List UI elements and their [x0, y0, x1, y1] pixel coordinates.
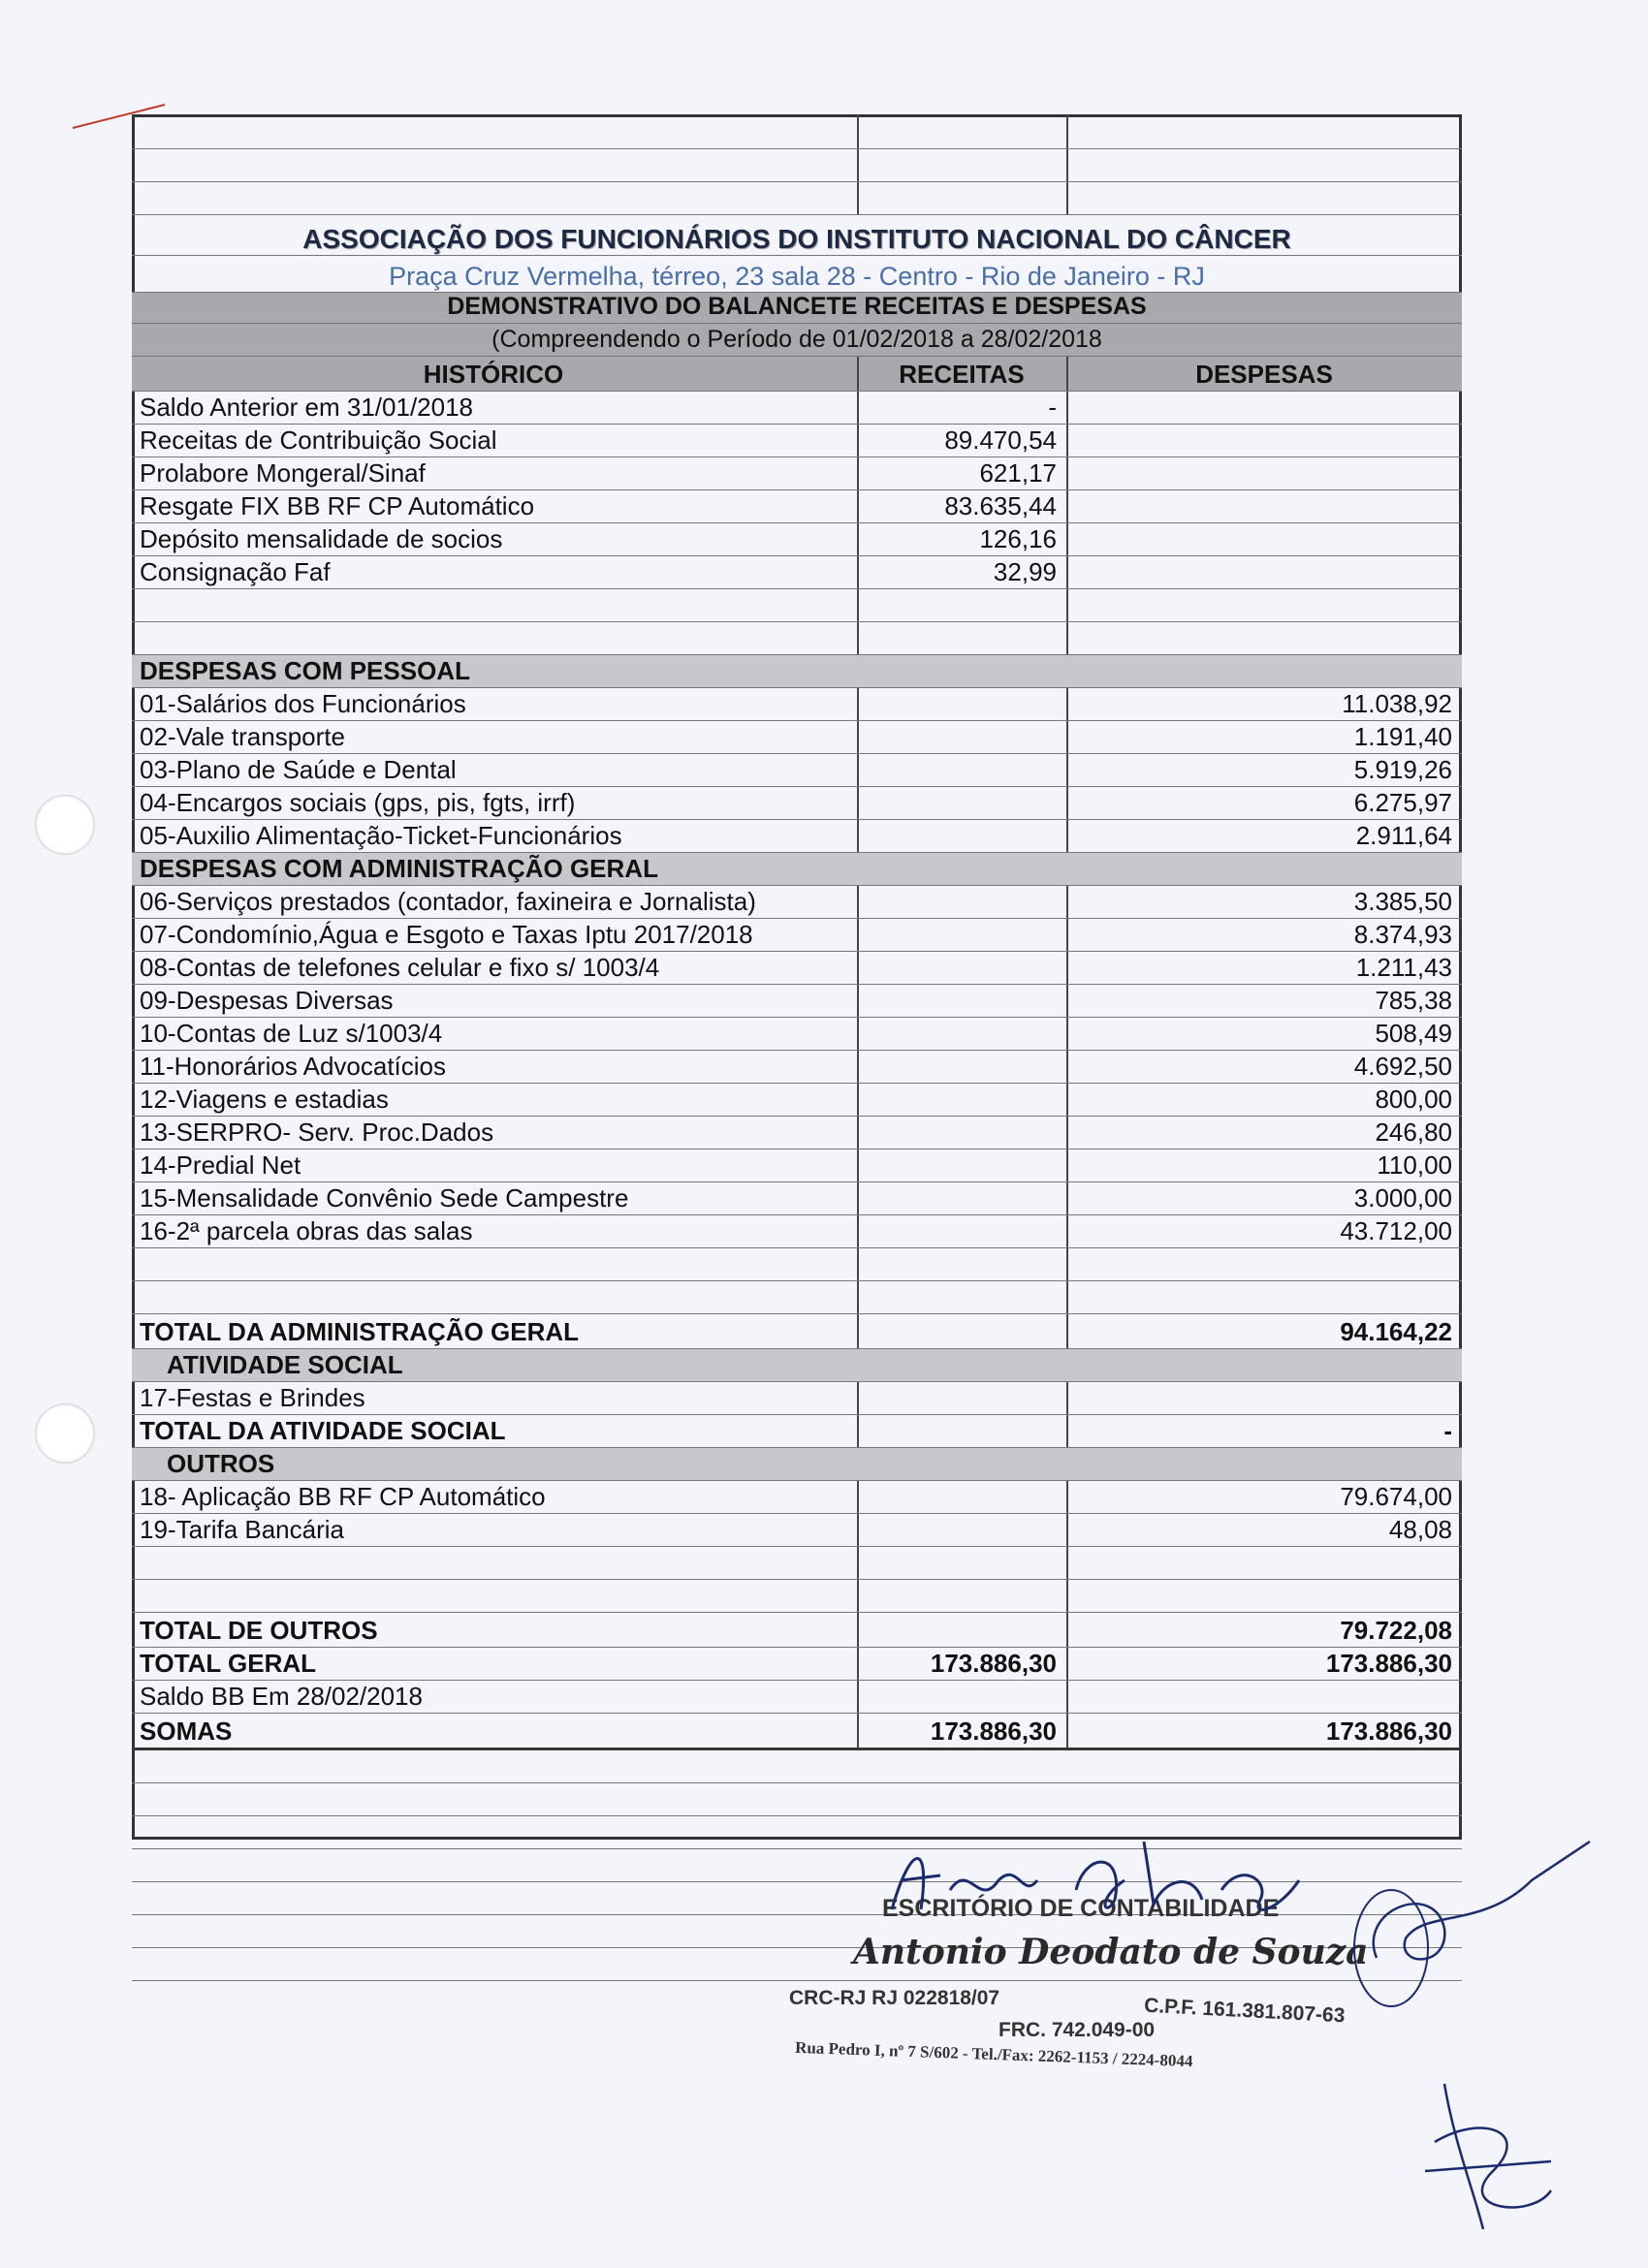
receipts-receita: 126,16: [979, 524, 1057, 553]
receipts-receita: -: [1048, 393, 1057, 422]
receipts-label: Saldo Anterior em 31/01/2018: [140, 393, 474, 422]
admin-row: [132, 1084, 1462, 1117]
col-despesas: DESPESAS: [1195, 360, 1333, 389]
admin-despesa: 110,00: [1377, 1150, 1452, 1180]
stamp-cpf: C.P.F. 161.381.807-63: [1143, 1994, 1346, 2028]
total-admin-label: TOTAL DA ADMINISTRAÇÃO GERAL: [140, 1317, 580, 1346]
social-label: 17-Festas e Brindes: [140, 1383, 365, 1412]
total-geral-receita: 173.886,30: [930, 1649, 1057, 1678]
pessoal-label: 04-Encargos sociais (gps, pis, fgts, irrf): [140, 788, 576, 817]
pessoal-label: 02-Vale transporte: [140, 722, 345, 751]
period: (Compreendendo o Período de 01/02/2018 a 28/02/2018: [491, 326, 1102, 353]
statement-title-row: [132, 293, 1462, 324]
receipts-row: [132, 490, 1462, 523]
outros-label: 19-Tarifa Bancária: [140, 1515, 344, 1544]
period-row: [132, 324, 1462, 357]
stamp-frc: FRC. 742.049-00: [998, 2019, 1156, 2041]
section-pessoal: DESPESAS COM PESSOAL: [140, 656, 470, 685]
receipts-row: [132, 425, 1462, 457]
admin-label: 08-Contas de telefones celular e fixo s/ 1003/4: [140, 953, 660, 982]
pessoal-despesa: 6.275,97: [1353, 788, 1452, 817]
blank-row: [132, 1547, 1462, 1580]
col-historico: HISTÓRICO: [423, 360, 564, 389]
social-row: [132, 1382, 1462, 1415]
pessoal-row: [132, 754, 1462, 787]
admin-despesa: 800,00: [1375, 1085, 1452, 1114]
blank-row: [132, 622, 1462, 655]
total-social-label: TOTAL DA ATIVIDADE SOCIAL: [140, 1416, 506, 1445]
pessoal-despesa: 5.919,26: [1353, 755, 1452, 784]
stamp-crc: CRC-RJ RJ 022818/07: [789, 1987, 1000, 2009]
pessoal-despesa: 11.038,92: [1342, 689, 1452, 718]
admin-row: [132, 952, 1462, 985]
total-geral-row: [132, 1648, 1462, 1681]
column-header-row: [132, 357, 1462, 392]
pessoal-label: 03-Plano de Saúde e Dental: [140, 755, 457, 784]
admin-row: [132, 1117, 1462, 1150]
section-outros-row: [132, 1448, 1462, 1481]
saldo-final-label: Saldo BB Em 28/02/2018: [140, 1682, 423, 1711]
admin-despesa: 43.712,00: [1340, 1216, 1452, 1245]
total-outros-row: [132, 1613, 1462, 1648]
receipts-row: [132, 392, 1462, 425]
receipts-receita: 621,17: [979, 458, 1057, 488]
pessoal-row: [132, 721, 1462, 754]
col-receitas: RECEITAS: [899, 360, 1025, 389]
organization-row: [132, 215, 1462, 256]
total-geral-despesa: 173.886,30: [1325, 1649, 1452, 1678]
statement-title: DEMONSTRATIVO DO BALANCETE RECEITAS E DESPESAS: [447, 293, 1147, 320]
blank-row: [132, 1281, 1462, 1314]
admin-despesa: 246,80: [1375, 1118, 1452, 1147]
admin-row: [132, 1215, 1462, 1248]
balance-sheet: [132, 114, 1462, 1981]
outros-row: [132, 1514, 1462, 1547]
total-admin-row: [132, 1314, 1462, 1349]
blank-row: [132, 1783, 1462, 1816]
outros-despesa: 79.674,00: [1340, 1482, 1452, 1511]
admin-despesa: 8.374,93: [1353, 920, 1452, 949]
admin-row: [132, 985, 1462, 1018]
blank-row: [132, 1248, 1462, 1281]
address: Praça Cruz Vermelha, térreo, 23 sala 28 - Centro - Rio de Janeiro - RJ: [389, 262, 1205, 291]
admin-row: [132, 1182, 1462, 1215]
admin-label: 16-2ª parcela obras das salas: [140, 1216, 473, 1245]
somas-row: [132, 1714, 1462, 1750]
blank-row: [132, 1750, 1462, 1783]
outros-section: [132, 1481, 1462, 1547]
receipts-row: [132, 523, 1462, 556]
admin-despesa: 508,49: [1375, 1019, 1452, 1048]
admin-label: 15-Mensalidade Convênio Sede Campestre: [140, 1183, 629, 1213]
section-admin: DESPESAS COM ADMINISTRAÇÃO GERAL: [140, 854, 658, 883]
pessoal-section: [132, 688, 1462, 853]
pessoal-row: [132, 688, 1462, 721]
admin-row: [132, 1150, 1462, 1182]
total-outros-label: TOTAL DE OUTROS: [140, 1616, 378, 1645]
admin-row: [132, 919, 1462, 952]
outros-row: [132, 1481, 1462, 1514]
total-admin-value: 94.164,22: [1340, 1317, 1452, 1346]
pessoal-label: 05-Auxilio Alimentação-Ticket-Funcionários: [140, 821, 622, 850]
organization-name: ASSOCIAÇÃO DOS FUNCIONÁRIOS DO INSTITUTO NACIONAL DO CÂNCER: [302, 224, 1291, 254]
receipts-label: Resgate FIX BB RF CP Automático: [140, 491, 535, 520]
stamp-name: Antonio Deodato de Souza: [853, 1932, 1369, 1972]
total-social-row: [132, 1415, 1462, 1448]
section-admin-row: [132, 853, 1462, 886]
admin-row: [132, 1018, 1462, 1051]
stamp-line1: ESCRITÓRIO DE CONTABILIDADE: [882, 1895, 1280, 1922]
total-social-value: -: [1443, 1416, 1452, 1445]
admin-label: 14-Predial Net: [140, 1150, 301, 1180]
handwritten-signature: [853, 1822, 1648, 2268]
receipts-label: Depósito mensalidade de socios: [140, 524, 503, 553]
pessoal-row: [132, 820, 1462, 853]
admin-label: 07-Condomínio,Água e Esgoto e Taxas Iptu 2017/2018: [140, 920, 753, 949]
blank-row: [132, 114, 1462, 149]
receipts-row: [132, 457, 1462, 490]
pessoal-despesa: 1.191,40: [1353, 722, 1452, 751]
admin-label: 06-Serviços prestados (contador, faxineira e Jornalista): [140, 887, 756, 916]
punch-hole-bottom: [35, 1403, 95, 1464]
pessoal-despesa: 2.911,64: [1355, 821, 1452, 850]
admin-despesa: 3.385,50: [1353, 887, 1452, 916]
admin-label: 11-Honorários Advocatícios: [140, 1052, 447, 1081]
outros-label: 18- Aplicação BB RF CP Automático: [140, 1482, 546, 1511]
saldo-final-row: [132, 1681, 1462, 1714]
blank-row: [132, 182, 1462, 215]
address-row: [132, 256, 1462, 293]
admin-despesa: 4.692,50: [1353, 1052, 1452, 1081]
admin-row: [132, 1051, 1462, 1084]
somas-label: SOMAS: [140, 1717, 233, 1746]
admin-label: 13-SERPRO- Serv. Proc.Dados: [140, 1118, 494, 1147]
admin-label: 12-Viagens e estadias: [140, 1085, 389, 1114]
section-pessoal-row: [132, 655, 1462, 688]
receipts-row: [132, 556, 1462, 589]
stamp-address: Rua Pedro I, nº 7 S/602 - Tel./Fax: 2262-1153 / 2224-8044: [794, 2037, 1193, 2071]
admin-label: 10-Contas de Luz s/1003/4: [140, 1019, 443, 1048]
pessoal-label: 01-Salários dos Funcionários: [140, 689, 466, 718]
receipts-label: Receitas de Contribuição Social: [140, 425, 497, 455]
admin-row: [132, 886, 1462, 919]
receipts-receita: 89.470,54: [944, 425, 1057, 455]
receipts-receita: 83.635,44: [944, 491, 1057, 520]
outros-despesa: 48,08: [1388, 1515, 1452, 1544]
somas-receita: 173.886,30: [930, 1717, 1057, 1746]
receipts-section: [132, 392, 1462, 589]
somas-despesa: 173.886,30: [1325, 1717, 1452, 1746]
social-section: [132, 1382, 1462, 1415]
admin-despesa: 785,38: [1375, 986, 1452, 1015]
section-social: ATIVIDADE SOCIAL: [167, 1350, 403, 1379]
total-outros-value: 79.722,08: [1340, 1616, 1452, 1645]
admin-despesa: 1.211,43: [1355, 953, 1452, 982]
admin-section: [132, 886, 1462, 1248]
receipts-label: Prolabore Mongeral/Sinaf: [140, 458, 426, 488]
admin-label: 09-Despesas Diversas: [140, 986, 394, 1015]
section-social-row: [132, 1349, 1462, 1382]
punch-hole-top: [35, 795, 95, 855]
blank-row: [132, 1580, 1462, 1613]
blank-row: [132, 589, 1462, 622]
section-outros: OUTROS: [167, 1449, 275, 1478]
receipts-label: Consignação Faf: [140, 557, 331, 586]
admin-despesa: 3.000,00: [1353, 1183, 1452, 1213]
total-geral-label: TOTAL GERAL: [140, 1649, 316, 1678]
receipts-receita: 32,99: [993, 557, 1057, 586]
pessoal-row: [132, 787, 1462, 820]
blank-row: [132, 149, 1462, 182]
